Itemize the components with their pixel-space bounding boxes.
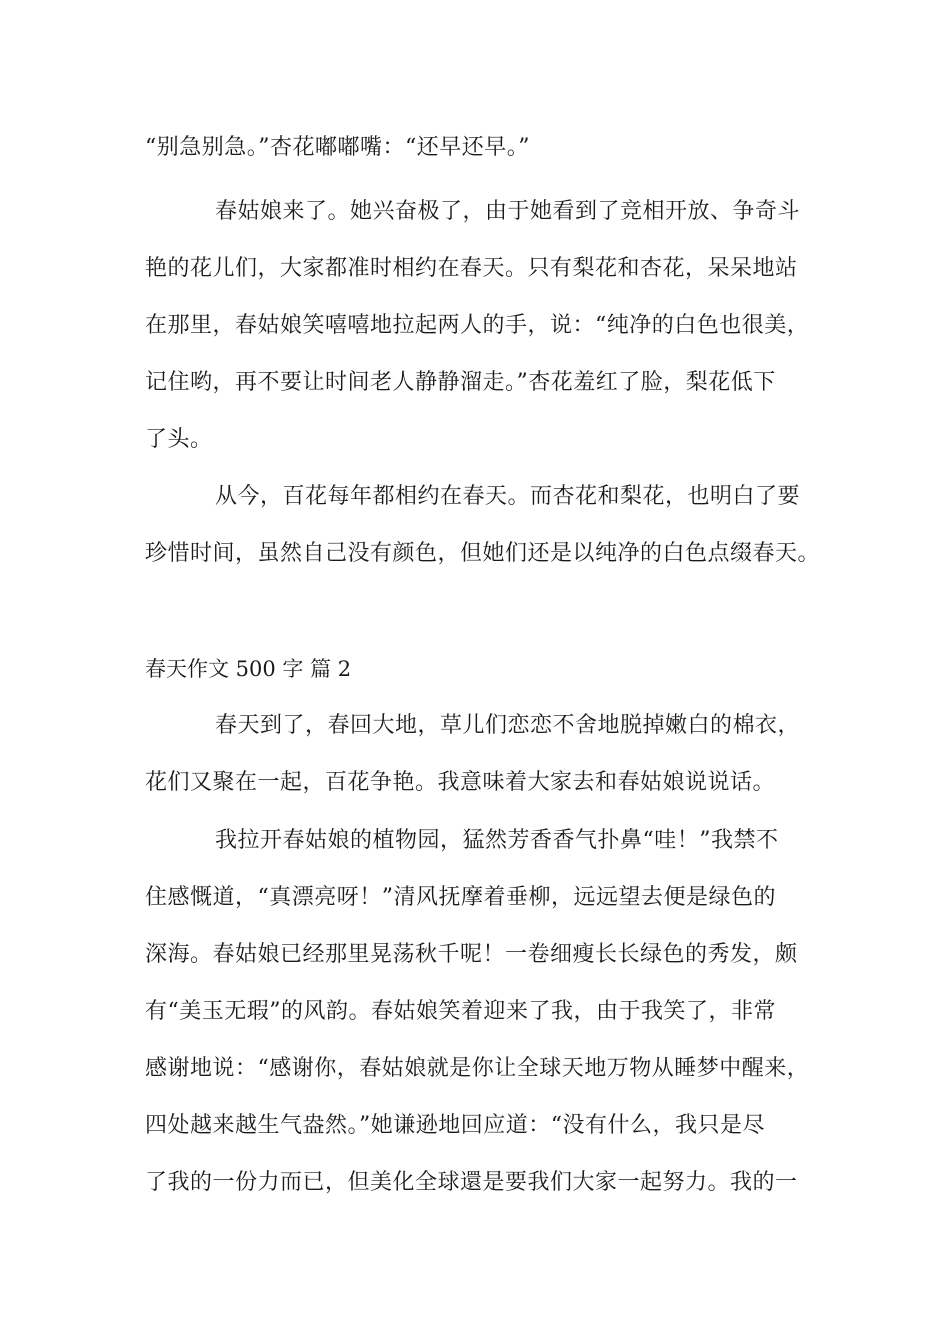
paragraph-line: 春姑娘来了。她兴奋极了，由于她看到了竞相开放、争奇斗 [215,199,801,224]
paragraph-line: 花们又聚在一起，百花争艳。我意味着大家去和春姑娘说说话。 [145,770,776,795]
paragraph-line: 春天到了，春回大地，草儿们恋恋不舍地脱掉嫩白的棉衣， [215,713,801,738]
paragraph-line: 四处越来越生气盎然。”她谦逊地回应道：“没有什么，我只是尽 [145,1113,765,1138]
paragraph-line: 艳的花儿们，大家都准时相约在春天。只有梨花和杏花，呆呆地站 [145,256,798,281]
paragraph-line: “别急别急。”杏花嘟嘟嘴：“还早还早。” [145,135,530,160]
paragraph-line: 住感慨道，“真漂亮呀！”清风抚摩着垂柳，远远望去便是绿色的 [145,885,776,910]
section-heading: 春天作文 500 字 篇 2 [145,657,352,681]
paragraph-line: 记住哟，再不要让时间老人静静溜走。”杏花羞红了脸，梨花低下 [145,370,776,395]
paragraph-line: 了我的一份力而已，但美化全球還是要我们大家一起努力。我的一 [145,1170,798,1195]
paragraph-line: 有“美玉无瑕”的风韵。春姑娘笑着迎来了我，由于我笑了，非常 [145,999,776,1024]
paragraph-line: 我拉开春姑娘的植物园，猛然芳香香气扑鼻“哇！”我禁不 [215,828,779,853]
paragraph-line: 从今，百花每年都相约在春天。而杏花和梨花，也明白了要 [215,484,801,509]
paragraph-line: 深海。春姑娘已经那里晃荡秋千呢！一卷细瘦长长绿色的秀发，颇 [145,942,798,967]
paragraph-line: 了头。 [145,427,213,452]
paragraph-line: 在那里，春姑娘笑嘻嘻地拉起两人的手，说：“纯净的白色也很美， [145,313,810,338]
paragraph-line: 珍惜时间，虽然自己没有颜色，但她们还是以纯净的白色点缀春天。 [145,541,821,566]
paragraph-line: 感谢地说：“感谢你，春姑娘就是你让全球天地万物从睡梦中醒来， [145,1056,810,1081]
